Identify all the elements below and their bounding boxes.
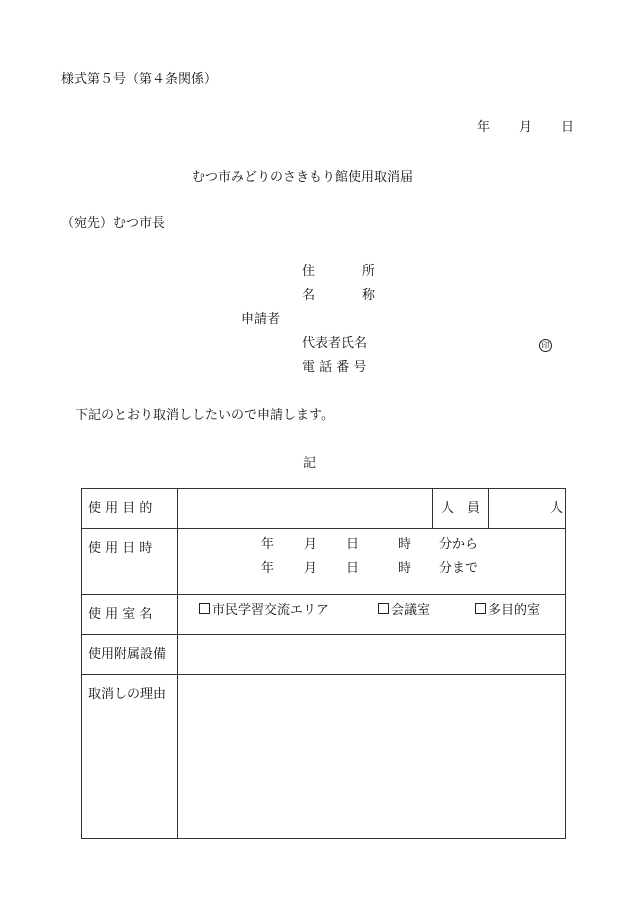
end-day: 日 bbox=[346, 561, 360, 576]
seal-icon: 印 bbox=[539, 339, 552, 352]
name-label-b: 称 bbox=[362, 288, 376, 303]
date-year: 年 bbox=[477, 120, 491, 135]
form-number: 様式第５号（第４条関係） bbox=[61, 72, 218, 87]
purpose-field[interactable] bbox=[178, 489, 433, 529]
start-year: 年 bbox=[261, 537, 275, 552]
statement-text: 下記のとおり取消ししたいので申請します。 bbox=[75, 408, 334, 423]
start-hour: 時 bbox=[398, 537, 412, 552]
datetime-row bbox=[82, 529, 566, 595]
room-option-meeting-room[interactable]: 会議室 bbox=[378, 603, 430, 619]
equipment-field[interactable] bbox=[178, 635, 566, 675]
end-minute: 分まで bbox=[439, 561, 479, 576]
date-month: 月 bbox=[519, 120, 533, 135]
end-hour: 時 bbox=[398, 561, 412, 576]
ki-heading: 記 bbox=[303, 456, 317, 471]
reason-row bbox=[82, 675, 566, 839]
room-option-learning-area[interactable]: 市民学習交流エリア bbox=[199, 603, 329, 619]
address-label-b: 所 bbox=[362, 264, 376, 279]
room-row bbox=[82, 595, 566, 635]
start-month: 月 bbox=[304, 537, 318, 552]
addressee: （宛先）むつ市長 bbox=[61, 216, 166, 231]
end-year: 年 bbox=[261, 561, 275, 576]
equipment-row bbox=[82, 635, 566, 675]
name-label-a: 名 bbox=[302, 288, 316, 303]
seal-mark bbox=[539, 337, 552, 353]
people-unit: 人 bbox=[549, 501, 563, 516]
checkbox-icon[interactable] bbox=[199, 603, 210, 614]
room-options bbox=[178, 595, 566, 635]
equipment-label: 使用附属設備 bbox=[82, 635, 178, 675]
people-label: 人 員 bbox=[433, 489, 489, 529]
address-label-a: 住 bbox=[302, 264, 316, 279]
end-month: 月 bbox=[304, 561, 318, 576]
start-day: 日 bbox=[346, 537, 360, 552]
purpose-label: 使 用 目 的 bbox=[82, 489, 178, 529]
room-option-multipurpose-room[interactable]: 多目的室 bbox=[475, 603, 540, 619]
representative-label: 代表者氏名 bbox=[302, 336, 368, 351]
reason-label: 取消しの理由 bbox=[82, 675, 178, 839]
datetime-label: 使 用 日 時 bbox=[82, 529, 178, 595]
phone-label: 電 話 番 号 bbox=[302, 360, 367, 375]
room-label: 使 用 室 名 bbox=[82, 595, 178, 635]
purpose-row bbox=[82, 489, 566, 529]
start-minute: 分から bbox=[439, 537, 479, 552]
reason-field[interactable] bbox=[178, 675, 566, 839]
checkbox-icon[interactable] bbox=[475, 603, 486, 614]
people-field[interactable] bbox=[489, 489, 566, 529]
datetime-field[interactable] bbox=[178, 529, 566, 595]
document-title: むつ市みどりのさきもり館使用取消届 bbox=[192, 170, 414, 185]
applicant-label: 申請者 bbox=[241, 312, 281, 327]
date-day: 日 bbox=[561, 120, 575, 135]
cancellation-table bbox=[81, 488, 566, 839]
checkbox-icon[interactable] bbox=[378, 603, 389, 614]
